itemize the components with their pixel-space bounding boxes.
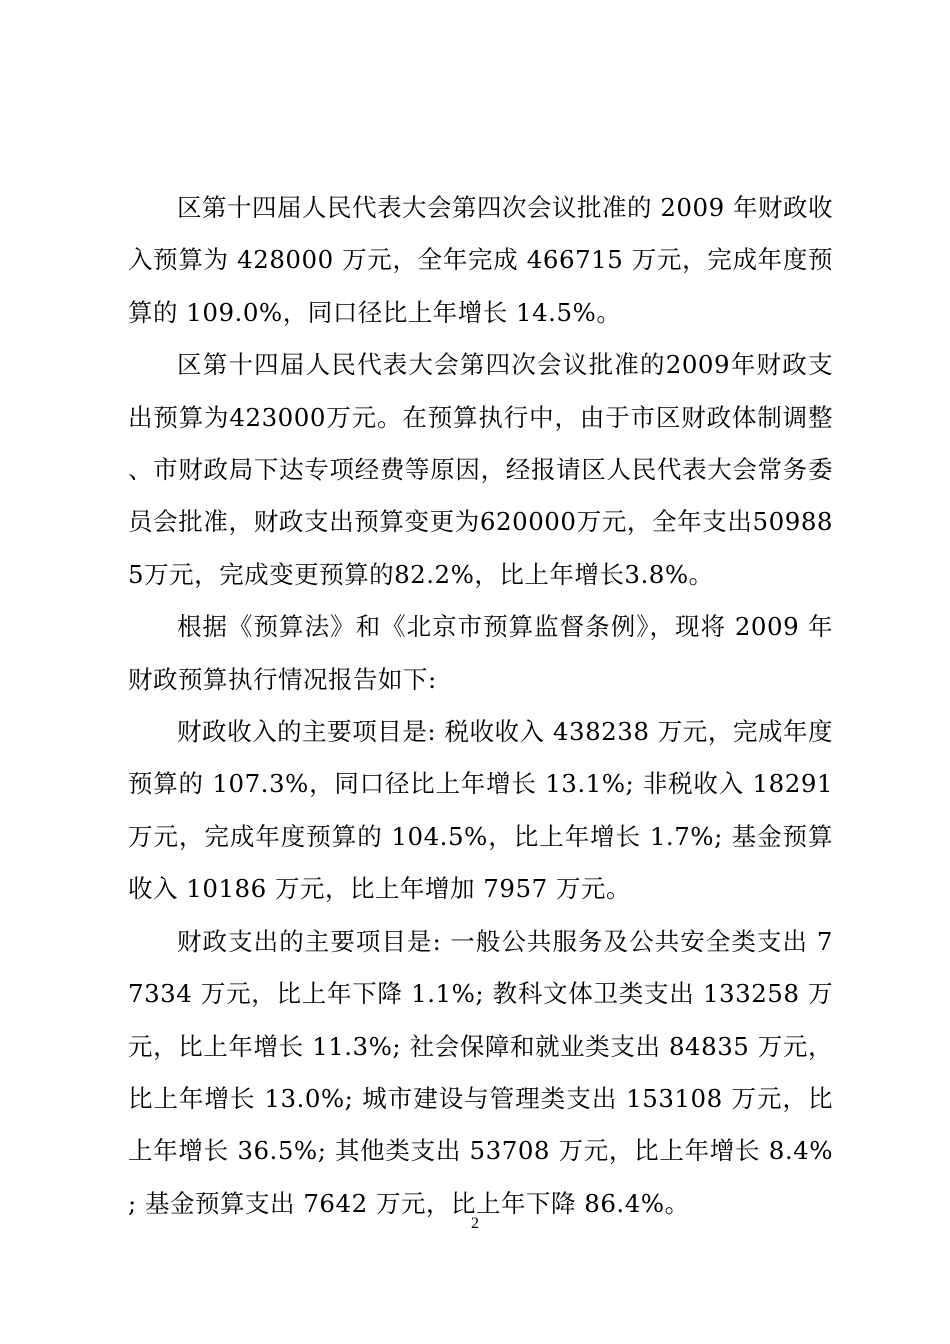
- paragraph-budget-revenue: 区第十四届人民代表大会第四次会议批准的 2009 年财政收入预算为 428000 万元，全年完成 466715 万元，完成年度预算的 109.0%，同口径比上年增长 14.5%。: [128, 193, 833, 327]
- body-text: [128, 182, 833, 1230]
- paragraph-revenue-items: 财政收入的主要项目是: 税收收入 438238 万元，完成年度预算的 107.3%，同口径比上年增长 13.1%; 非税收入 18291 万元，完成年度预算的 104.5%，比上年增长 1.7%; 基金预算收入 10186 万元，比上年增加 7957 万元。: [128, 717, 833, 904]
- page-number: 2: [471, 1215, 479, 1232]
- paragraph-expenditure-items: 财政支出的主要项目是: 一般公共服务及公共安全类支出 77334 万元，比上年下降 1.1%; 教科文体卫类支出 133258 万元，比上年增长 11.3%; 社会保障和就业类支出 84835 万元，比上年增长 13.0%; 城市建设与管理类支出 153108 万元，比上年增长 36.5%; 其他类支出 53708 万元，比上年增长 8.4%; 基金预算支出 7642 万元，比上年下降 86.4%。: [128, 926, 833, 1218]
- paragraph-budget-expenditure: 区第十四届人民代表大会第四次会议批准的2009年财政支出预算为423000万元。在预算执行中，由于市区财政体制调整、市财政局下达专项经费等原因，经报请区人民代表大会常务委员会批准，财政支出预算变更为620000万元，全年支出509885万元，完成变更预算的82.2%，比上年增长3.8%。: [128, 350, 833, 589]
- paragraph-report-intro: 根据《预算法》和《北京市预算监督条例》，现将 2009 年财政预算执行情况报告如下:: [128, 612, 833, 694]
